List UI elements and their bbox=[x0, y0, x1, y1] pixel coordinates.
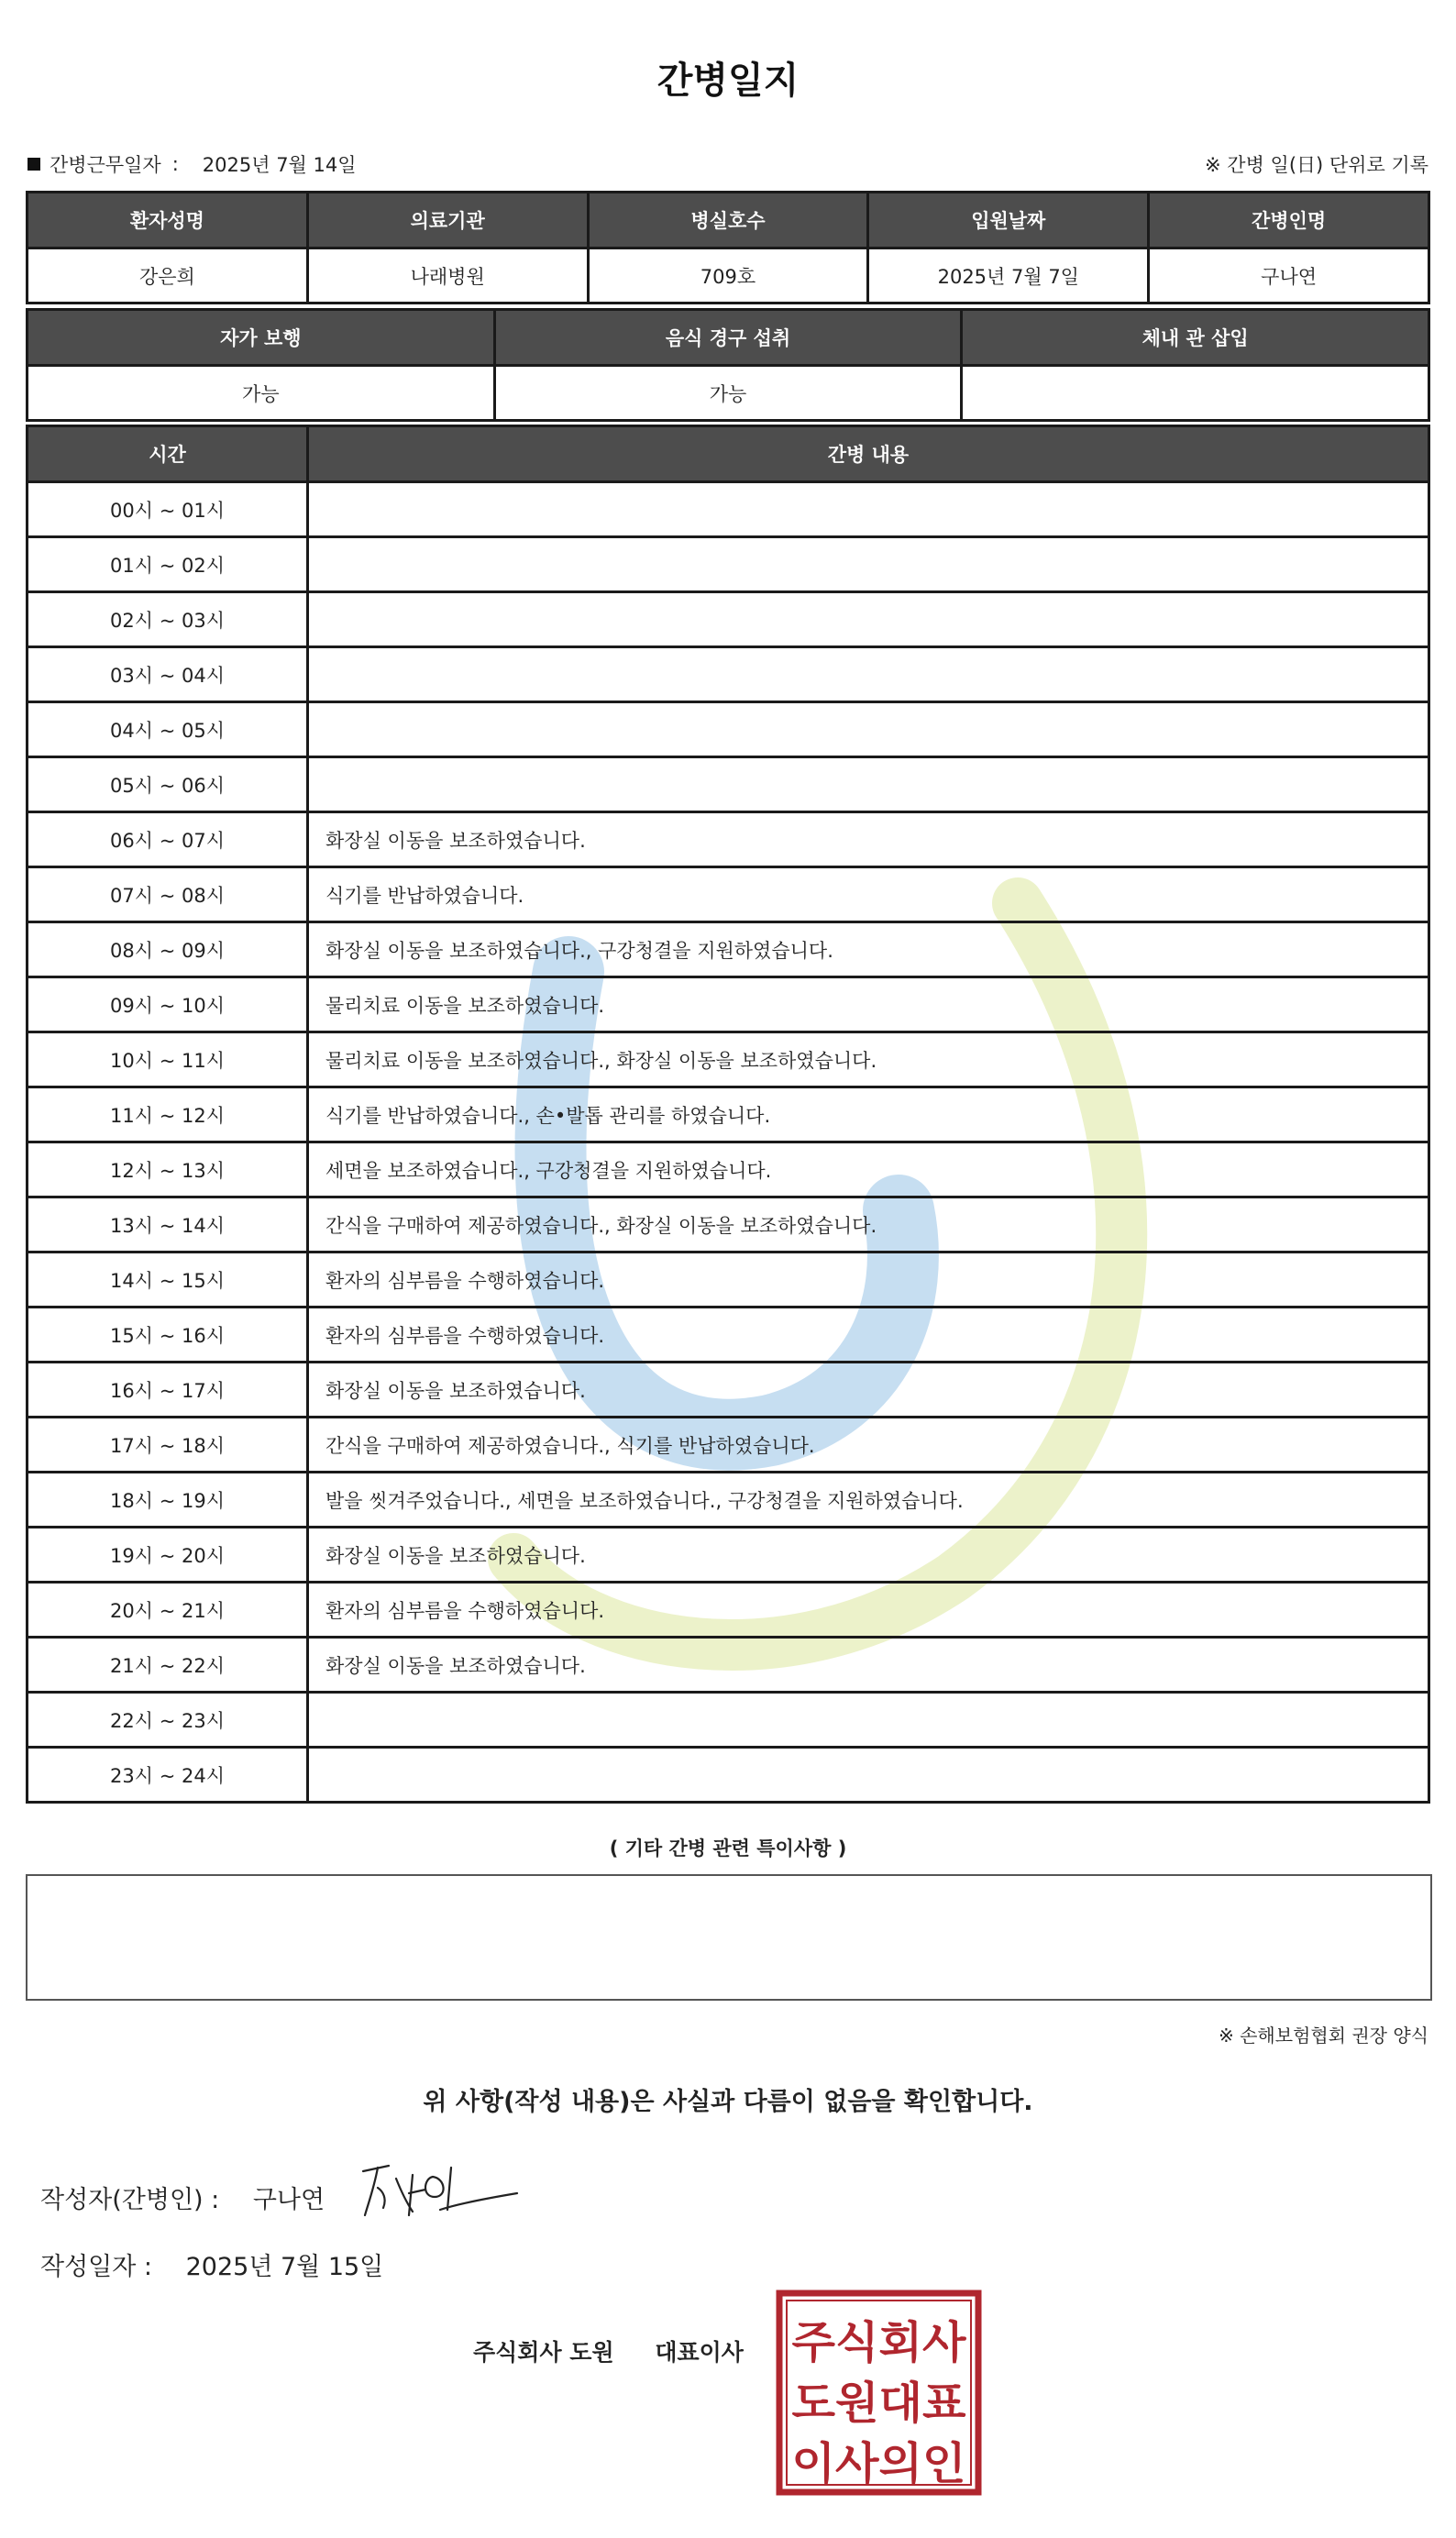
time-slot-cell: 10시 ~ 11시 bbox=[28, 1032, 308, 1087]
patient-status-table bbox=[26, 308, 1430, 422]
care-content-cell bbox=[308, 702, 1429, 757]
seal-line-3: 이사의인 bbox=[791, 2438, 966, 2489]
patient-name-value: 강은희 bbox=[28, 248, 308, 303]
care-log-rows bbox=[28, 482, 1429, 1803]
work-date-value: 2025년 7월 14일 bbox=[202, 154, 357, 176]
care-content-cell: 환자의 심부름을 수행하였습니다. bbox=[308, 1583, 1429, 1638]
written-date-label: 작성일자 : bbox=[40, 2253, 153, 2281]
table-row bbox=[28, 592, 1429, 647]
admission-date-value: 2025년 7월 7일 bbox=[868, 248, 1149, 303]
association-note: ※ 손해보험협회 권장 양식 bbox=[1218, 2025, 1428, 2047]
time-slot-cell: 00시 ~ 01시 bbox=[28, 482, 308, 537]
bullet-square-icon bbox=[28, 158, 40, 171]
time-slot-cell: 22시 ~ 23시 bbox=[28, 1693, 308, 1748]
writer-label: 작성자(간병인) : bbox=[40, 2186, 220, 2214]
special-notes-title: ( 기타 간병 관련 특이사항 ) bbox=[609, 1837, 847, 1859]
work-date-separator: : bbox=[171, 153, 179, 175]
time-slot-cell: 08시 ~ 09시 bbox=[28, 922, 308, 977]
time-slot-cell: 23시 ~ 24시 bbox=[28, 1748, 308, 1803]
care-content-cell: 식기를 반납하였습니다., 손•발톱 관리를 하였습니다. bbox=[308, 1087, 1429, 1142]
time-slot-cell: 17시 ~ 18시 bbox=[28, 1418, 308, 1473]
time-slot-cell: 13시 ~ 14시 bbox=[28, 1197, 308, 1252]
header-time: 시간 bbox=[28, 426, 308, 482]
header-oral-intake: 음식 경구 섭취 bbox=[494, 310, 962, 366]
hospital-value: 나래병원 bbox=[307, 248, 588, 303]
written-date-line bbox=[40, 2246, 383, 2282]
table-row bbox=[28, 1418, 1429, 1473]
special-notes-box bbox=[26, 1874, 1432, 2001]
header-self-walking: 자가 보행 bbox=[28, 310, 495, 366]
care-content-cell: 화장실 이동을 보조하였습니다. bbox=[308, 1528, 1429, 1583]
time-slot-cell: 09시 ~ 10시 bbox=[28, 977, 308, 1032]
time-slot-cell: 12시 ~ 13시 bbox=[28, 1142, 308, 1197]
care-content-cell bbox=[308, 537, 1429, 592]
work-date-line bbox=[28, 150, 357, 178]
table-row bbox=[28, 867, 1429, 922]
table-row bbox=[28, 1748, 1429, 1803]
table-row bbox=[28, 1693, 1429, 1748]
work-date-label: 간병근무일자 bbox=[50, 154, 161, 176]
care-content-cell: 식기를 반납하였습니다. bbox=[308, 867, 1429, 922]
time-slot-cell: 11시 ~ 12시 bbox=[28, 1087, 308, 1142]
table-row bbox=[28, 1583, 1429, 1638]
time-slot-cell: 19시 ~ 20시 bbox=[28, 1528, 308, 1583]
care-content-cell: 환자의 심부름을 수행하였습니다. bbox=[308, 1252, 1429, 1308]
time-slot-cell: 14시 ~ 15시 bbox=[28, 1252, 308, 1308]
table-row bbox=[28, 1308, 1429, 1363]
page-title: 간병일지 bbox=[656, 60, 800, 102]
care-content-cell: 화장실 이동을 보조하였습니다. bbox=[308, 1638, 1429, 1693]
written-date-value: 2025년 7월 15일 bbox=[185, 2253, 384, 2281]
header-admission-date: 입원날짜 bbox=[868, 193, 1149, 248]
time-slot-cell: 18시 ~ 19시 bbox=[28, 1473, 308, 1528]
company-seal bbox=[776, 2290, 982, 2496]
care-content-cell: 간식을 구매하여 제공하였습니다., 식기를 반납하였습니다. bbox=[308, 1418, 1429, 1473]
time-slot-cell: 21시 ~ 22시 bbox=[28, 1638, 308, 1693]
room-value: 709호 bbox=[588, 248, 868, 303]
handwritten-signature bbox=[356, 2151, 521, 2224]
time-slot-cell: 01시 ~ 02시 bbox=[28, 537, 308, 592]
header-tube-insertion: 체내 관 삽입 bbox=[962, 310, 1429, 366]
time-slot-cell: 02시 ~ 03시 bbox=[28, 592, 308, 647]
care-content-cell bbox=[308, 1693, 1429, 1748]
seal-line-1: 주식회사 bbox=[791, 2317, 967, 2368]
care-content-cell: 간식을 구매하여 제공하였습니다., 화장실 이동을 보조하였습니다. bbox=[308, 1197, 1429, 1252]
care-content-cell bbox=[308, 482, 1429, 537]
table-row bbox=[28, 922, 1429, 977]
patient-info-table bbox=[26, 191, 1430, 304]
company-line bbox=[473, 2334, 744, 2367]
care-content-cell bbox=[308, 647, 1429, 702]
time-slot-cell: 07시 ~ 08시 bbox=[28, 867, 308, 922]
time-slot-cell: 20시 ~ 21시 bbox=[28, 1583, 308, 1638]
care-content-cell: 세면을 보조하였습니다., 구강청결을 지원하였습니다. bbox=[308, 1142, 1429, 1197]
table-row bbox=[28, 812, 1429, 867]
confirmation-statement: 위 사항(작성 내용)은 사실과 다름이 없음을 확인합니다. bbox=[423, 2088, 1033, 2116]
table-row bbox=[28, 1142, 1429, 1197]
table-row bbox=[28, 1528, 1429, 1583]
writer-name: 구나연 bbox=[252, 2186, 325, 2214]
care-content-cell: 물리치료 이동을 보조하였습니다., 화장실 이동을 보조하였습니다. bbox=[308, 1032, 1429, 1087]
time-slot-cell: 06시 ~ 07시 bbox=[28, 812, 308, 867]
time-slot-cell: 05시 ~ 06시 bbox=[28, 757, 308, 812]
time-slot-cell: 16시 ~ 17시 bbox=[28, 1363, 308, 1418]
care-content-cell bbox=[308, 757, 1429, 812]
unit-note: ※ 간병 일(日) 단위로 기록 bbox=[1205, 154, 1428, 176]
table-row bbox=[28, 1363, 1429, 1418]
table-row bbox=[28, 1252, 1429, 1308]
table-row bbox=[28, 1197, 1429, 1252]
care-content-cell: 화장실 이동을 보조하였습니다. bbox=[308, 812, 1429, 867]
table-row bbox=[28, 1638, 1429, 1693]
table-row bbox=[28, 537, 1429, 592]
table-row bbox=[28, 1032, 1429, 1087]
table-row bbox=[28, 647, 1429, 702]
care-log-table bbox=[26, 425, 1430, 1804]
header-caregiver-name: 간병인명 bbox=[1149, 193, 1429, 248]
self-walking-value: 가능 bbox=[28, 366, 495, 421]
care-content-cell: 화장실 이동을 보조하였습니다., 구강청결을 지원하였습니다. bbox=[308, 922, 1429, 977]
table-row bbox=[28, 757, 1429, 812]
table-row bbox=[28, 482, 1429, 537]
care-content-cell bbox=[308, 1748, 1429, 1803]
caregiver-name-value: 구나연 bbox=[1149, 248, 1429, 303]
time-slot-cell: 15시 ~ 16시 bbox=[28, 1308, 308, 1363]
care-content-cell: 물리치료 이동을 보조하였습니다. bbox=[308, 977, 1429, 1032]
header-room: 병실호수 bbox=[588, 193, 868, 248]
care-content-cell: 환자의 심부름을 수행하였습니다. bbox=[308, 1308, 1429, 1363]
table-row bbox=[28, 702, 1429, 757]
tube-insertion-value bbox=[962, 366, 1429, 421]
table-row bbox=[28, 1473, 1429, 1528]
header-hospital: 의료기관 bbox=[307, 193, 588, 248]
oral-intake-value: 가능 bbox=[494, 366, 962, 421]
representative-title: 대표이사 bbox=[655, 2339, 744, 2366]
header-care-content: 간병 내용 bbox=[308, 426, 1429, 482]
time-slot-cell: 04시 ~ 05시 bbox=[28, 702, 308, 757]
writer-line bbox=[40, 2179, 325, 2215]
care-content-cell bbox=[308, 592, 1429, 647]
company-name: 주식회사 도원 bbox=[473, 2339, 614, 2366]
table-row bbox=[28, 1087, 1429, 1142]
header-patient-name: 환자성명 bbox=[28, 193, 308, 248]
time-slot-cell: 03시 ~ 04시 bbox=[28, 647, 308, 702]
table-row bbox=[28, 977, 1429, 1032]
seal-line-2: 도원대표 bbox=[791, 2378, 967, 2429]
care-content-cell: 화장실 이동을 보조하였습니다. bbox=[308, 1363, 1429, 1418]
care-content-cell: 발을 씻겨주었습니다., 세면을 보조하였습니다., 구강청결을 지원하였습니다. bbox=[308, 1473, 1429, 1528]
